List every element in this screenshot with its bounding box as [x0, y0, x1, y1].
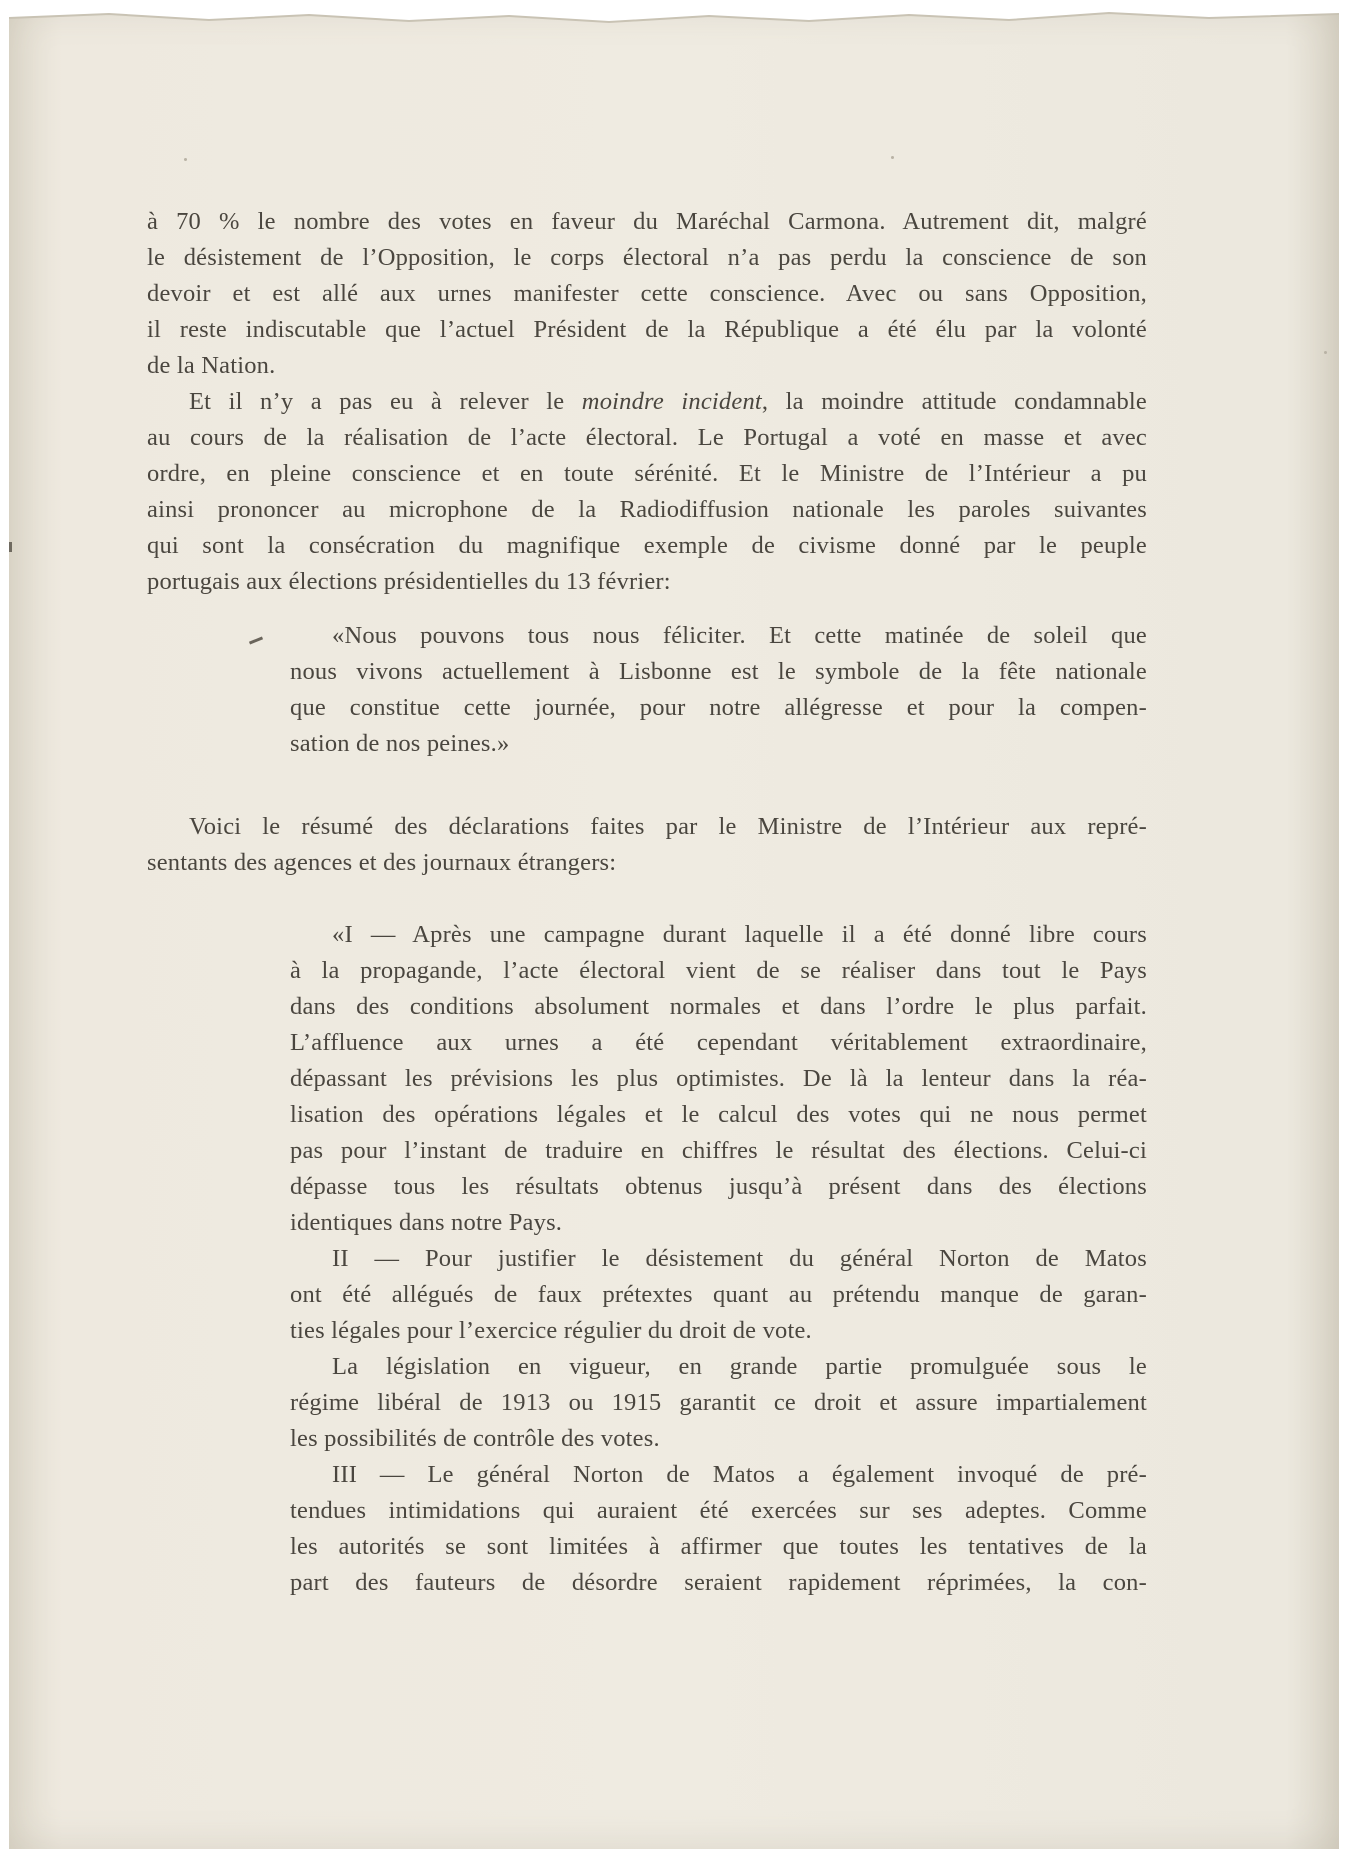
quote-line: les possibilités de contrôle des votes. — [290, 1425, 660, 1452]
paper-speck — [1324, 351, 1327, 354]
quote-line: III — Le général Norton de Matos a également invoqué de pré- — [332, 1461, 1147, 1488]
text-span: Et il n’y a pas eu à relever le — [189, 388, 582, 415]
quote-line: «Nous pouvons tous nous féliciter. Et cette matinée de soleil que — [332, 622, 1147, 649]
paper-speck — [891, 156, 894, 159]
quote-line: L’affluence aux urnes a été cependant véritablement extraordinaire, — [290, 1029, 1147, 1056]
text-line: qui sont la consécration du magnifique exemple de civisme donné par le peuple — [147, 532, 1147, 559]
text-line: à 70 % le nombre des votes en faveur du Maréchal Carmona. Autrement dit, malgré — [147, 208, 1147, 235]
text-line — [147, 384, 1147, 420]
text-line: au cours de la réalisation de l’acte électoral. Le Portugal a voté en masse et avec — [147, 424, 1147, 451]
quote-line: tendues intimidations qui auraient été exercées sur ses adeptes. Comme — [290, 1497, 1147, 1524]
quote-line: ties légales pour l’exercice régulier du droit de vote. — [290, 1317, 812, 1344]
text-line: ainsi prononcer au microphone de la Radiodiffusion nationale les paroles suivantes — [147, 496, 1147, 523]
quote-line: dépasse tous les résultats obtenus jusqu’à présent dans des élections — [290, 1173, 1147, 1200]
document-page — [9, 6, 1339, 1849]
quote-line: lisation des opérations légales et le calcul des votes qui ne nous permet — [290, 1101, 1147, 1128]
quote-line: dépassant les prévisions les plus optimistes. De là la lenteur dans la réa- — [290, 1065, 1147, 1092]
quote-line: ont été allégués de faux prétextes quant au prétendu manque de garan- — [290, 1281, 1147, 1308]
quote-line: La législation en vigueur, en grande partie promulguée sous le — [332, 1353, 1147, 1380]
quote-line: régime libéral de 1913 ou 1915 garantit ce droit et assure impartialement — [290, 1389, 1147, 1416]
torn-top-edge — [9, 6, 1339, 36]
quote-line: à la propagande, l’acte électoral vient de se réaliser dans tout le Pays — [290, 957, 1147, 984]
text-span: , la moindre attitude condamnable — [761, 388, 1147, 415]
quote-line: II — Pour justifier le désistement du général Norton de Matos — [332, 1245, 1147, 1272]
quote-line: part des fauteurs de désordre seraient rapidement réprimées, la con- — [290, 1569, 1147, 1596]
text-line: il reste indiscutable que l’actuel Président de la République a été élu par la volonté — [147, 316, 1147, 343]
text-line: portugais aux élections présidentielles du 13 février: — [147, 568, 671, 595]
quote-line: pas pour l’instant de traduire en chiffres le résultat des élections. Celui-ci — [290, 1137, 1147, 1164]
quote-line: nous vivons actuellement à Lisbonne est le symbole de la fête nationale — [290, 658, 1147, 685]
paper-speck — [184, 158, 187, 161]
text-line: devoir et est allé aux urnes manifester cette conscience. Avec ou sans Opposition, — [147, 280, 1147, 307]
quote-line: «I — Après une campagne durant laquelle il a été donné libre cours — [332, 921, 1147, 948]
text-line: sentants des agences et des journaux étrangers: — [147, 849, 617, 876]
quote-line: identiques dans notre Pays. — [290, 1209, 563, 1236]
text-line: Voici le résumé des déclarations faites par le Ministre de l’Intérieur aux repré- — [189, 813, 1147, 840]
quote-line: dans des conditions absolument normales et dans l’ordre le plus parfait. — [290, 993, 1147, 1020]
edge-mark — [9, 542, 12, 552]
quote-line: que constitue cette journée, pour notre allégresse et pour la compen- — [290, 694, 1147, 721]
text-line: ordre, en pleine conscience et en toute sérénité. Et le Ministre de l’Intérieur a pu — [147, 460, 1147, 487]
text-line: le désistement de l’Opposition, le corps électoral n’a pas perdu la conscience de son — [147, 244, 1147, 271]
italic-emphasis: moindre incident — [581, 388, 762, 415]
document-body — [147, 204, 1147, 1601]
quote-line: les autorités se sont limitées à affirmer que toutes les tentatives de la — [290, 1533, 1147, 1560]
text-line: de la Nation. — [147, 352, 276, 379]
quote-line: sation de nos peines.» — [290, 730, 510, 757]
